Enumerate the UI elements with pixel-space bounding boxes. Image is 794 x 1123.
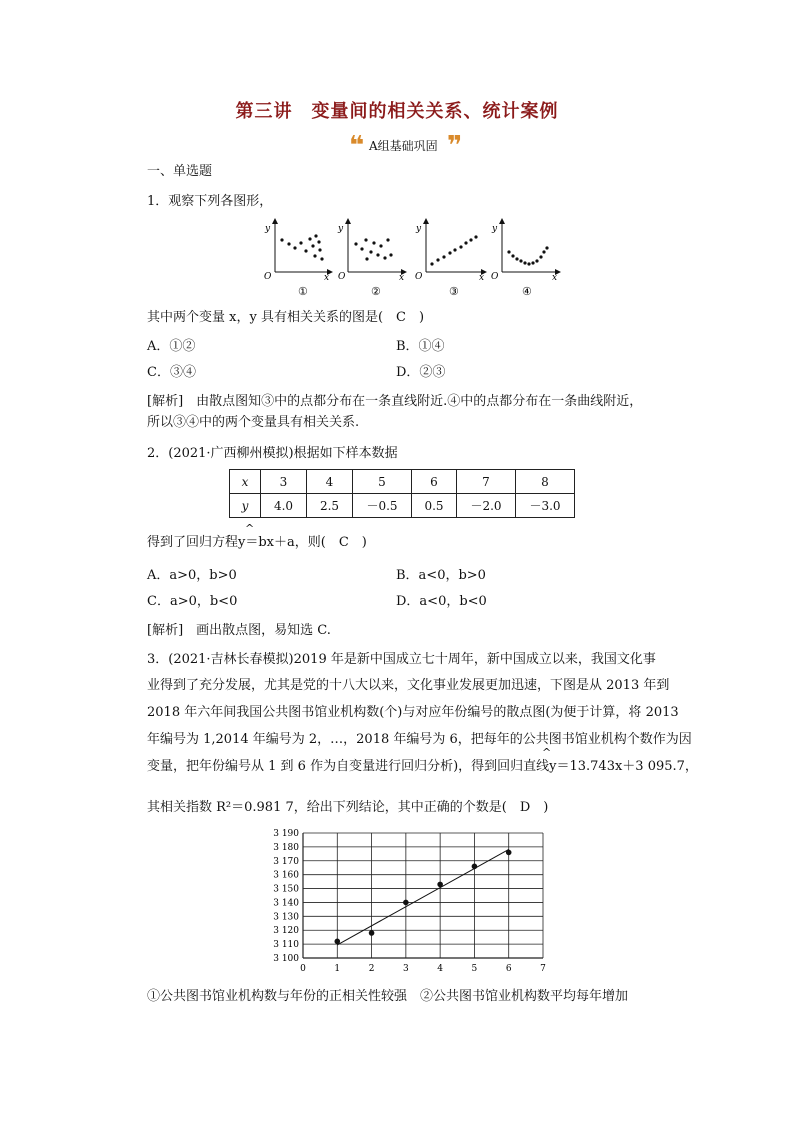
table-cell: 5 <box>353 470 412 494</box>
chart-point <box>334 939 340 945</box>
plot-4-origin: O <box>491 272 499 282</box>
chart-y-tick-label: 3 120 <box>273 926 299 937</box>
table-header-x: x <box>230 470 261 494</box>
plot-1-x-label: x <box>324 273 330 283</box>
q1-option-a: A．①② <box>147 339 196 354</box>
plot-3-label: ③ <box>449 285 459 297</box>
chart-y-tick-label: 3 100 <box>273 954 299 964</box>
plot-2-x-label: x <box>399 273 405 283</box>
table-cell: 2.5 <box>307 494 353 518</box>
table-row-y <box>230 494 575 518</box>
chart-x-tick-label: 4 <box>437 964 444 974</box>
chart-point <box>472 864 478 870</box>
chart-x-tick-label: 2 <box>368 964 375 974</box>
chart-x-tick-label: 7 <box>540 964 546 974</box>
q2-option-a: A．a>0，b>0 <box>147 568 237 583</box>
table-cell: －3.0 <box>516 494 575 518</box>
chart-y-tick-label: 3 160 <box>273 870 299 881</box>
table-cell: 6 <box>412 470 457 494</box>
chart-x-tick-label: 5 <box>471 964 478 974</box>
q3-line-4: 年编号为 1,2014 年编号为 2，…，2018 年编号为 6，把每年的公共图书馆业机构个数作为因 <box>147 732 692 747</box>
q1-question: 其中两个变量 x，y 具有相关关系的图是( C ) <box>147 310 425 325</box>
q2-sample-table <box>229 469 575 518</box>
table-cell: 4 <box>307 470 353 494</box>
table-header-y: y <box>230 494 261 518</box>
plot-1-y-label: y <box>265 224 271 234</box>
q1-scatter-plots <box>258 215 563 297</box>
plot-4-x-label: x <box>552 273 558 283</box>
plot-3-origin: O <box>415 272 423 282</box>
chart-x-tick-label: 6 <box>505 964 512 974</box>
plot-2 <box>337 221 404 297</box>
table-cell: 7 <box>457 470 516 494</box>
plot-2-y-label: y <box>338 224 344 234</box>
table-cell: －0.5 <box>353 494 412 518</box>
section-badge <box>349 131 469 161</box>
chart-point <box>369 930 375 936</box>
plot-1-origin: O <box>264 272 272 282</box>
q1-option-d: D．②③ <box>396 365 446 380</box>
q1-stem: 1．观察下列各图形， <box>147 194 273 209</box>
chart-y-tick-label: 3 190 <box>273 829 299 839</box>
q3-line-2: 业得到了充分发展，尤其是党的十八大以来，文化事业发展更加迅速，下图是从 2013 年到 <box>147 678 670 693</box>
chart-x-tick-label: 0 <box>300 964 306 974</box>
chart-x-tick-label: 3 <box>402 964 409 974</box>
q3-scatter-chart <box>265 825 555 980</box>
chart-y-tick-label: 3 170 <box>273 856 299 867</box>
q1-option-c: C．③④ <box>147 365 196 380</box>
plot-4-y-label: y <box>492 224 498 234</box>
page-title: 第三讲 变量间的相关关系、统计案例 <box>235 101 559 122</box>
plot-4-label: ④ <box>522 285 532 297</box>
plot-3-x-label: x <box>479 273 485 283</box>
chart-x-tick-label: 1 <box>334 964 341 974</box>
q3-line-3: 2018 年六年间我国公共图书馆业机构数(个)与对应年份编号的散点图(为便于计算，将 2013 <box>147 705 679 720</box>
table-cell: 4.0 <box>261 494 307 518</box>
chart-point <box>506 850 512 856</box>
plot-2-origin: O <box>338 272 346 282</box>
chart-y-tick-label: 3 150 <box>273 884 299 895</box>
plot-3-y-label: y <box>416 224 422 234</box>
q1-analysis-line-2: 所以③④中的两个变量具有相关关系. <box>147 415 360 430</box>
q2-analysis: [解析] 画出散点图，易知选 C. <box>147 623 331 638</box>
plot-4 <box>491 221 558 297</box>
q3-line-1: 3．(2021·吉林长春模拟)2019 年是新中国成立七十周年，新中国成立以来，我国文化事 <box>147 652 656 667</box>
q2-option-b: B．a<0，b>0 <box>396 568 486 583</box>
q2-option-c: C．a>0，b<0 <box>147 594 238 609</box>
plot-1-label: ① <box>298 285 308 297</box>
q3-conclusion: ①公共图书馆业机构数与年份的正相关性较强 ②公共图书馆业机构数平均每年增加 <box>147 989 629 1004</box>
table-cell: 0.5 <box>412 494 457 518</box>
quote-close-icon: ❞ <box>447 131 463 161</box>
q2-hat-symbol: ^ <box>245 522 255 535</box>
table-cell: －2.0 <box>457 494 516 518</box>
chart-y-tick-label: 3 130 <box>273 912 299 923</box>
badge-label: A组基础巩固 <box>369 139 438 153</box>
section-heading: 一、单选题 <box>147 164 213 179</box>
q1-option-b: B．①④ <box>396 339 445 354</box>
q1-analysis-line-1: [解析] 由散点图知③中的点都分布在一条直线附近.④中的点都分布在一条曲线附近， <box>147 394 643 409</box>
chart-y-tick-label: 3 180 <box>273 842 299 853</box>
table-row-x <box>230 470 575 494</box>
q3-line-5: 变量，把年份编号从 1 到 6 作为自变量进行回归分析)，得到回归直线y＝13.743x＋3 095.7， <box>147 759 698 774</box>
plot-1 <box>264 221 330 297</box>
chart-point <box>403 900 409 906</box>
chart-point <box>437 882 443 888</box>
q2-regression: 得到了回归方程y＝bx＋a，则( C ) <box>147 535 367 550</box>
plot-2-label: ② <box>371 285 381 297</box>
chart-y-tick-label: 3 140 <box>273 898 299 909</box>
q2-stem: 2．(2021·广西柳州模拟)根据如下样本数据 <box>147 446 398 461</box>
chart-y-tick-label: 3 110 <box>273 940 299 951</box>
q3-hat-symbol: ^ <box>542 746 552 759</box>
table-cell: 3 <box>261 470 307 494</box>
table-cell: 8 <box>516 470 575 494</box>
q2-option-d: D．a<0，b<0 <box>396 594 487 609</box>
q3-line-6: 其相关指数 R²＝0.981 7，给出下列结论，其中正确的个数是( D ) <box>147 800 549 815</box>
quote-open-icon: ❝ <box>349 131 365 161</box>
plot-3 <box>415 221 484 297</box>
